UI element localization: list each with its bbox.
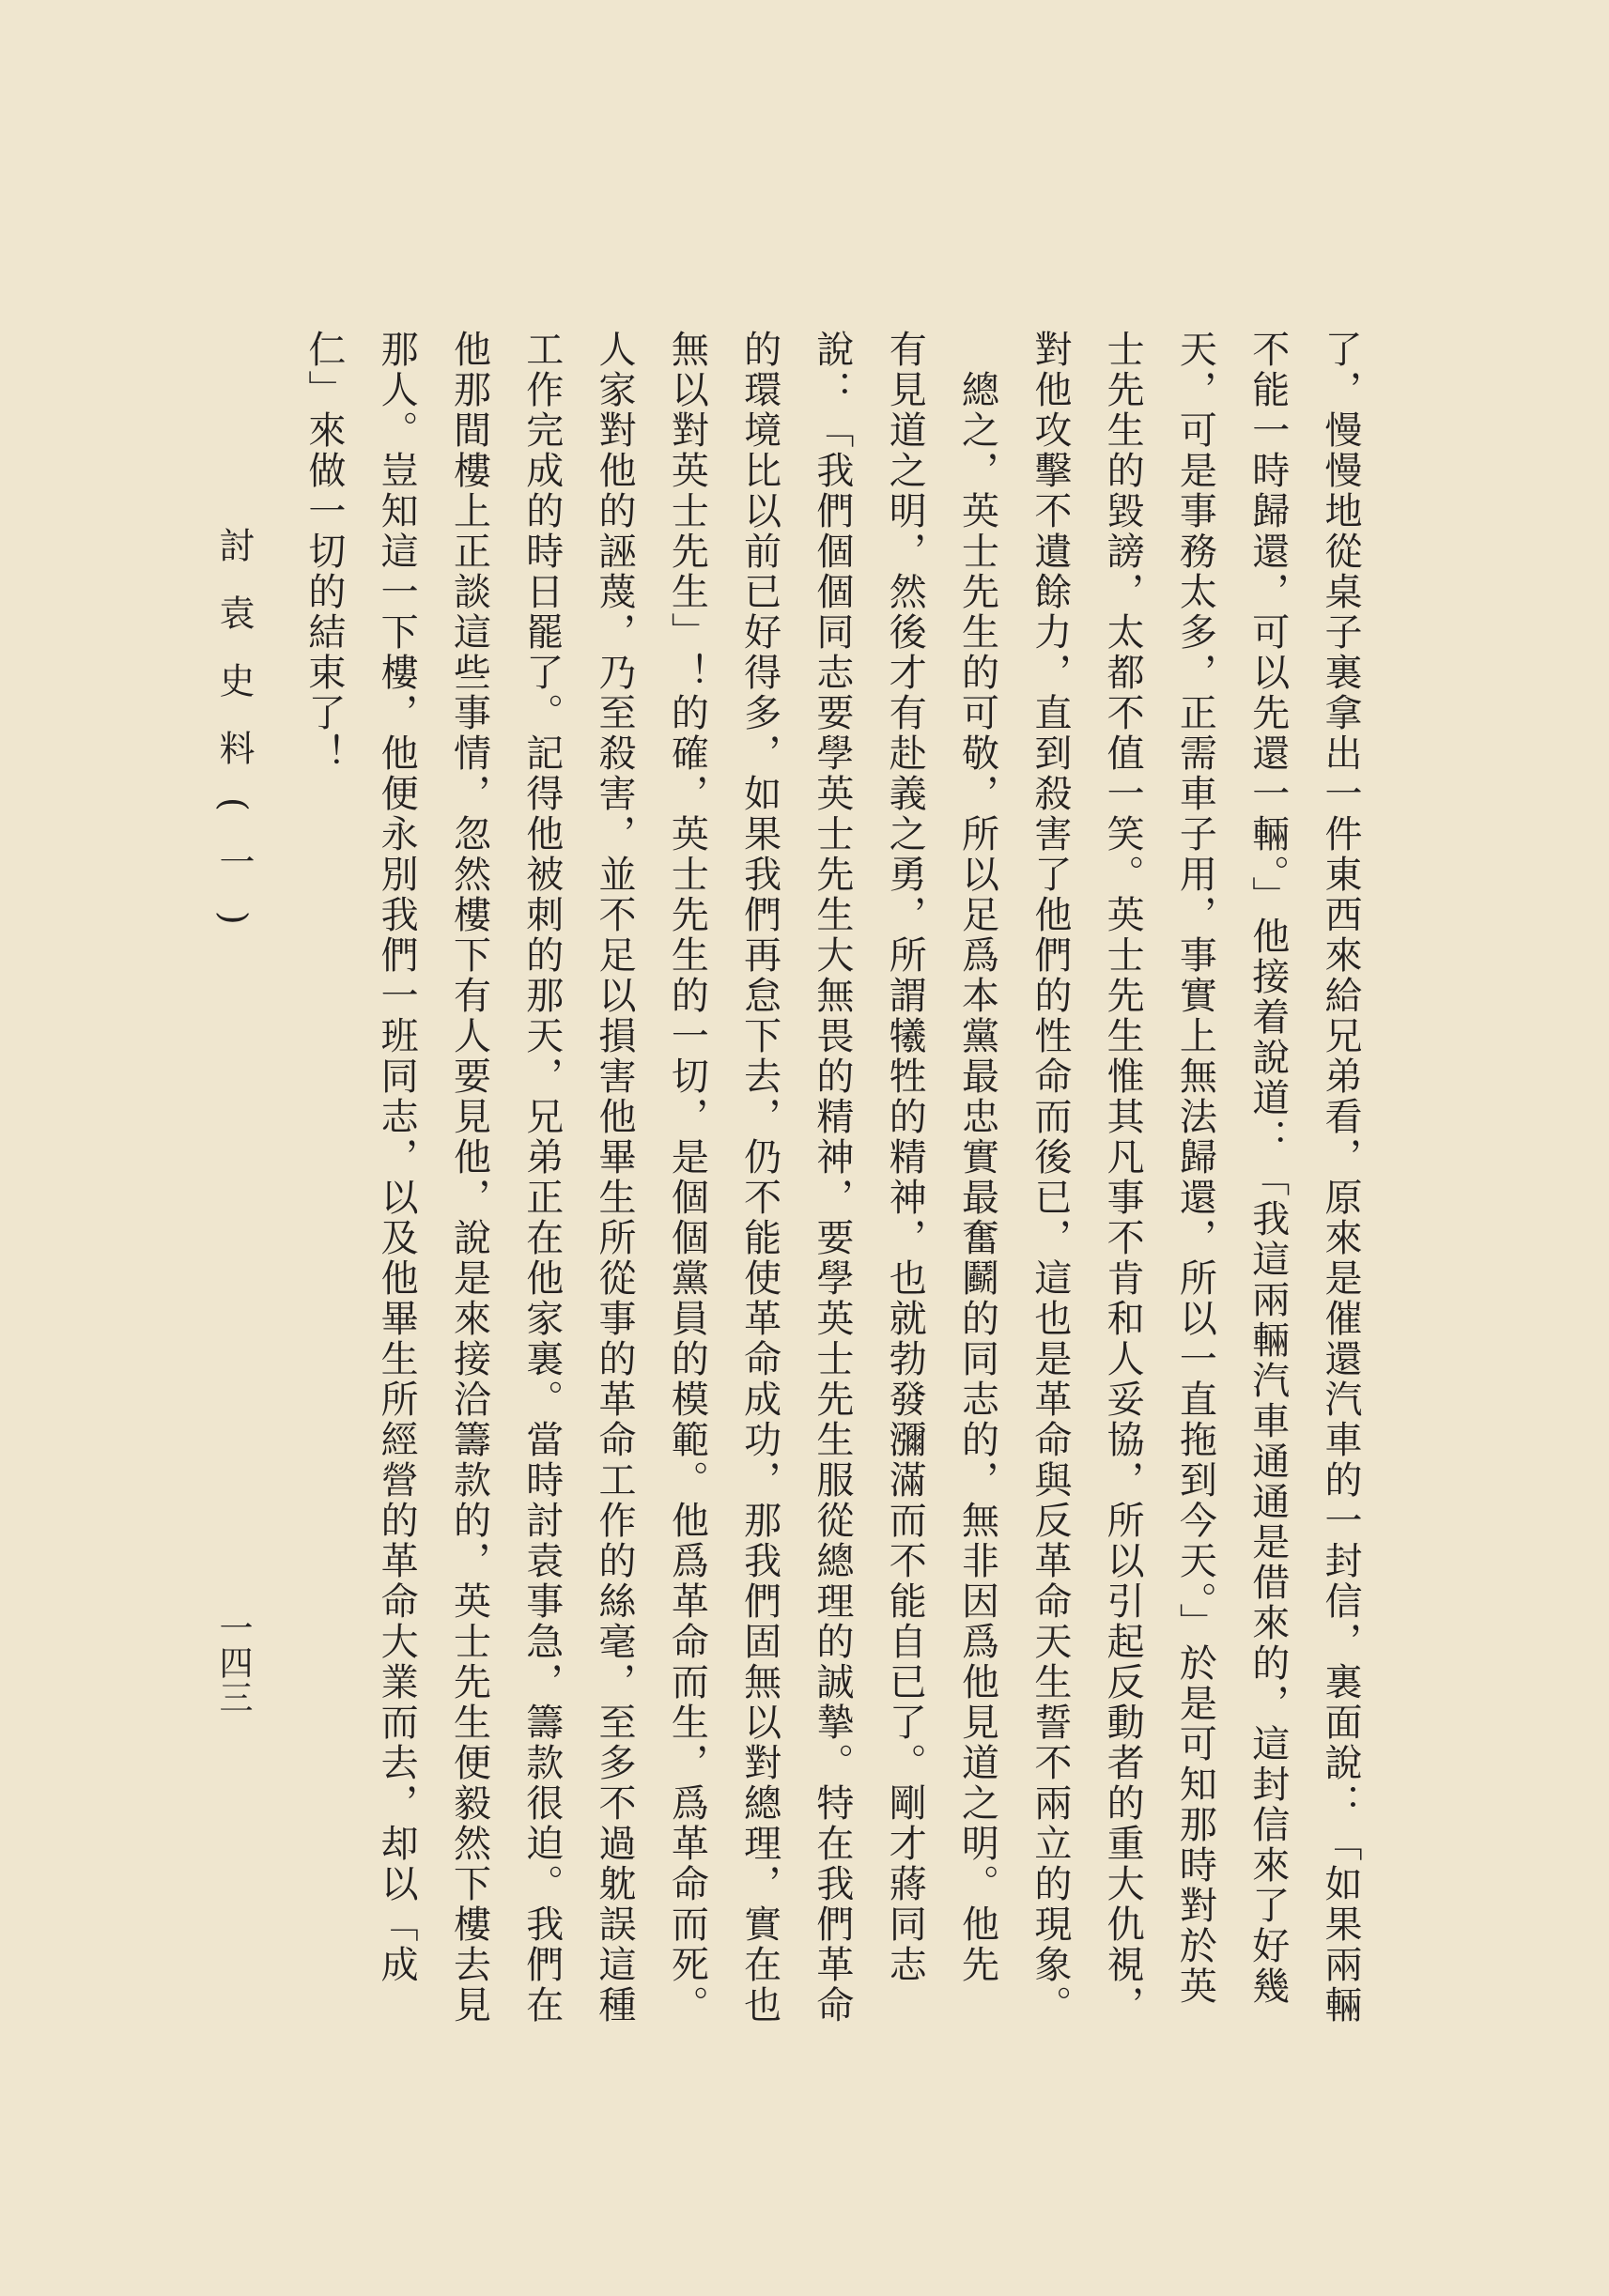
text-column: 對他攻擊不遺餘力，直到殺害了他們的性命而後已，這也是革命與反革命天生誓不兩立的現象。 [1028, 330, 1072, 2026]
text-column: 天，可是事務太多，正需車子用，事實上無法歸還，所以一直拖到今天。」於是可知那時對於英 [1173, 330, 1217, 2007]
text-column: 他那間樓上正談這些事情，忽然樓下有人要見他，說是來接洽籌款的，英士先生便毅然下樓去見 [447, 330, 491, 2026]
text-column-paragraph-start: 總之，英士先生的可敬，所以足爲本黨最忠實最奮鬬的同志的，無非因爲他見道之明。他先 [955, 370, 999, 1985]
text-column: 人家對他的誣蔑，乃至殺害，並不足以損害他畢生所從事的革命工作的絲毫，至多不過躭誤這種 [593, 330, 637, 2026]
text-column: 有見道之明，然後才有赴義之勇，所謂犧牲的精神，也就勃發瀰滿而不能自已了。剛才蔣同志 [883, 330, 927, 1985]
text-column: 說：「我們個個同志要學英士先生大無畏的精神，要學英士先生服從總理的誠摯。特在我們革命 [810, 330, 854, 2026]
book-title: 討袁史料(一) [213, 527, 255, 957]
text-column: 的環境比以前已好得多，如果我們再怠下去，仍不能使革命成功，那我們固無以對總理，實在也 [737, 330, 781, 2026]
text-column: 仁」來做一切的結束了！ [302, 330, 346, 774]
text-column: 無以對英士先生」！的確，英士先生的一切，是個個黨員的模範。他爲革命而生，爲革命而死。 [665, 330, 709, 2026]
text-column: 不能一時歸還，可以先還一輛。」他接着說道：「我這兩輛汽車通通是借來的，這封信來了好幾 [1245, 330, 1290, 2007]
text-column: 那人。豈知這一下樓，他便永別我們一班同志，以及他畢生所經營的革命大業而去，却以「成 [375, 330, 419, 1985]
text-column: 工作完成的時日罷了。記得他被刺的那天，兄弟正在他家裏。當時討袁事急，籌款很迫。我們在 [519, 330, 564, 2026]
text-column: 士先生的毀謗，太都不值一笑。英士先生惟其凡事不肯和人妥協，所以引起反動者的重大仇視， [1101, 330, 1145, 2026]
body-text [286, 330, 1376, 2048]
text-column: 了，慢慢地從桌子裏拿出一件東西來給兄弟看，原來是催還汽車的一封信，裏面說：「如果兩輛 [1319, 330, 1362, 2026]
page-number: 一四三 [214, 1610, 253, 1715]
